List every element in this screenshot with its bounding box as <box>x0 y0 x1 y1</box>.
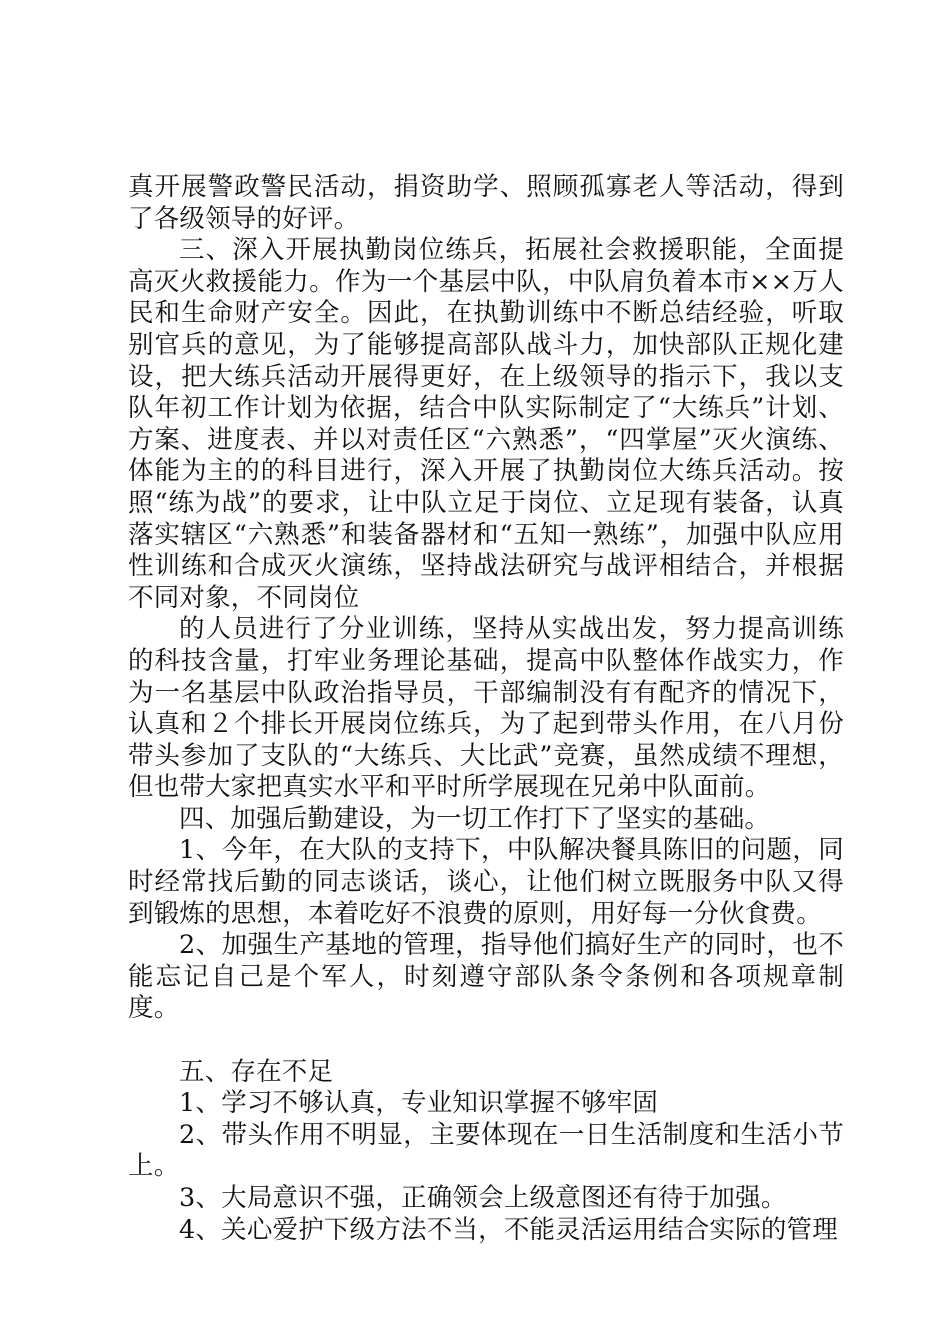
paragraph-shortcoming-3: 3、大局意识不强，正确领会上级意图还有待于加强。 <box>179 1183 787 1213</box>
paragraph-section-three: 三、深入开展执勤岗位练兵，拓展社会救援职能，全面提高灭火救援能力。作为一个基层中队，中队肩负着本市××万人民和生命财产安全。因此，在执勤训练中不断总结经验，听取别官兵的意见，为了能够提高部队战斗力，加快部队正规化建设，把大练兵活动开展得更好，在上级领导的指示下，我以支队年初工作计划为依据，结合中队实际制定了“大练兵”计划、方案、进度表、并以对责任区“六熟悉”，“四掌屋”灭火演练、体能为主的的科目进行，深入开展了执勤岗位大练兵活动。按照“练为战”的要求，让中队立足于岗位、立足现有装备，认真落实辖区“六熟悉”和装备器材和“五知一熟练”，加强中队应用性训练和合成灭火演练，坚持战法研究与战评相结合，并根据不同对象，不同岗位 <box>128 235 844 613</box>
paragraph-shortcoming-1: 1、学习不够认真，专业知识掌握不够牢固 <box>179 1088 659 1119</box>
paragraph-section-four-heading: 四、加强后勤建设，为一切工作打下了坚实的基础。 <box>179 803 771 834</box>
paragraph-continuation: 真开展警政警民活动，捐资助学、照顾孤寡老人等活动，得到了各级领导的好评。 <box>128 172 844 234</box>
paragraph-shortcoming-2: 2、带头作用不明显，主要体现在一日生活制度和生活小节上。 <box>128 1119 844 1182</box>
paragraph-shortcoming-4: 4、关心爱护下级方法不当，不能灵活运用结合实际的管理 <box>179 1214 838 1245</box>
document-body <box>128 172 844 1246</box>
paragraph-logistics-item-1: 1、今年，在大队的支持下，中队解决餐具陈旧的问题，同时经常找后勤的同志谈话，谈心，让他们树立既服务中队又得到锻炼的思想，本着吃好不浪费的原则，用好每一分伙食费。 <box>128 835 844 929</box>
paragraph-training-detail: 的人员进行了分业训练，坚持从实战出发，努力提高训练的科技含量，打牢业务理论基础，提高中队整体作战实力，作为一名基层中队政治指导员，干部编制没有有配齐的情况下，认真和２个排长开展岗位练兵，为了起到带头作用，在八月份带头参加了支队的“大练兵、大比武”竞赛，虽然成绩不理想，但也带大家把真实水平和平时所学展现在兄弟中队面前。 <box>128 614 844 803</box>
paragraph-logistics-item-2: 2、加强生产基地的管理，指导他们搞好生产的同时，也不能忘记自己是个军人，时刻遵守部队条令条例和各项规章制度。 <box>128 930 844 1024</box>
blank-line <box>128 1025 844 1057</box>
paragraph-section-five-heading: 五、存在不足 <box>179 1056 334 1087</box>
